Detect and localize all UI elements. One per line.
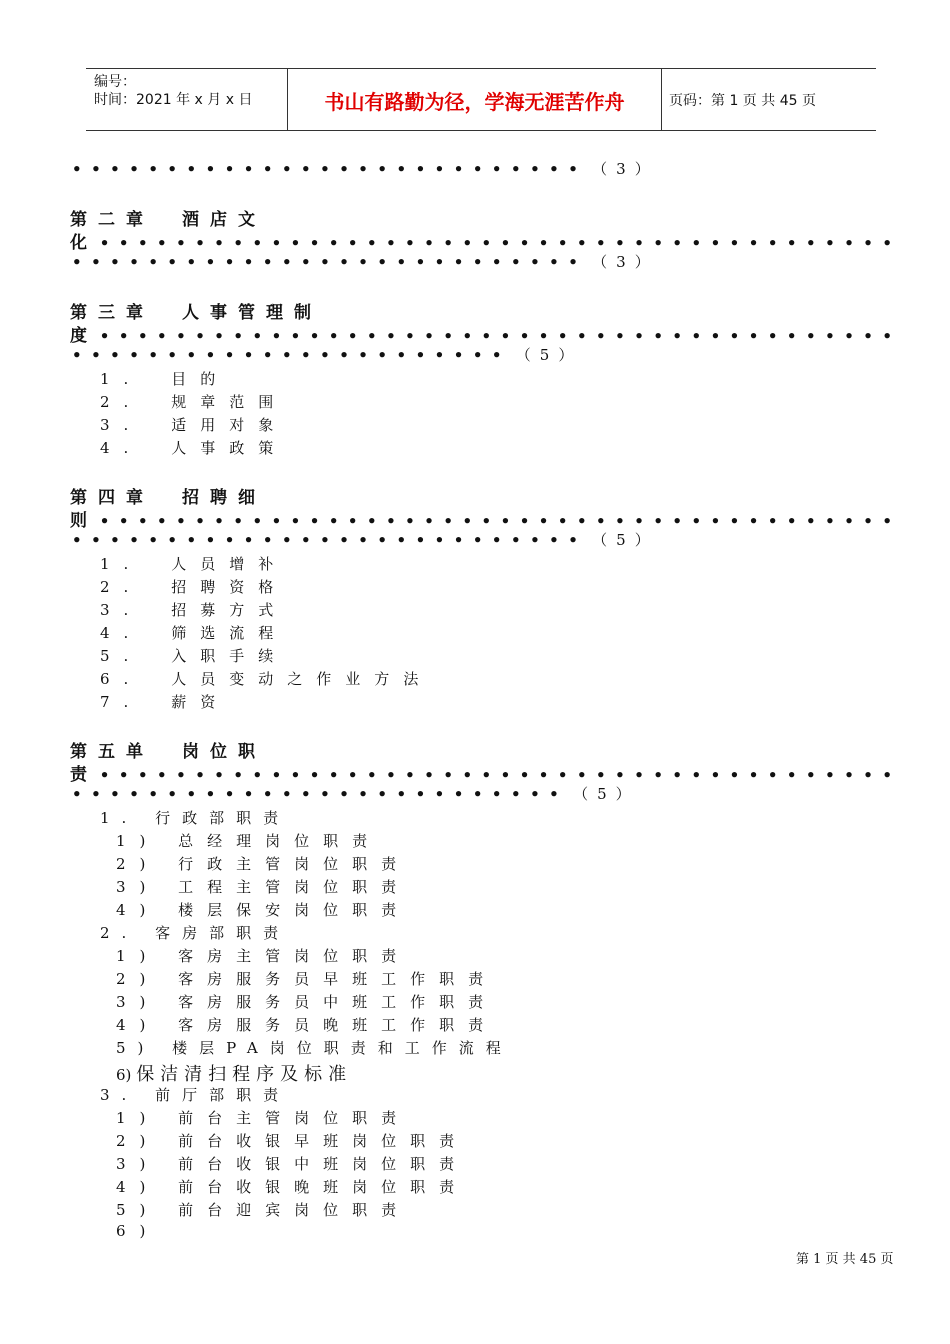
chapter-3-leader-2: ••••••••••••••••••••••• （5） [72,346,583,364]
chapter-2-title: 第二章 酒店文 [70,210,266,230]
chapter-2-title-tail: 化 [70,233,87,253]
chapter-3-title: 第三章 人事管理制 [70,303,322,323]
list-item: 5) 前台迎宾岗位职责 [116,1201,411,1219]
list-item: 2) 行政主管岗位职责 [116,855,411,873]
chapter-5-page: （5） [573,785,640,803]
list-item [116,1060,352,1086]
toc-page-number: （3） [592,160,659,178]
list-item: 1. 人员增补 [100,555,288,573]
list-item: 5. 入职手续 [100,647,288,665]
list-item: 2) 前台收银早班岗位职责 [116,1132,469,1150]
chapter-2-leader: 化 •••••••••••••••••••••••••••••••••••••••••• [70,233,902,253]
toc-leader-line: ••••••••••••••••••••••••••• （3） [72,160,659,178]
list-item: 2. 招聘资格 [100,578,288,596]
list-item: 3) 前台收银中班岗位职责 [116,1155,469,1173]
chapter-5-leader: 责 •••••••••••••••••••••••••••••••••••••••••• [70,765,902,785]
list-item-number: 6) [116,1066,132,1084]
number-label: 编号： [94,74,136,90]
list-item-text: 保洁清扫程序及标准 [136,1064,353,1085]
list-item: 1. 目的 [100,370,230,388]
list-item: 4) 客房服务员晚班工作职责 [116,1016,498,1034]
chapter-2-page: （3） [592,253,659,271]
chapter-5-title: 第五单 岗位职 [70,742,266,762]
chapter-4-leader: 则 •••••••••••••••••••••••••••••••••••••••••• [70,511,902,531]
list-item: 6) [116,1222,160,1240]
section-label: 3. 前厅部职责 [100,1086,291,1104]
list-item: 1) 总经理岗位职责 [116,832,382,850]
header-motto-cell [287,69,662,130]
list-item: 4. 筛选流程 [100,624,288,642]
chapter-3-page: （5） [515,346,583,364]
chapter-4-page: （5） [592,531,659,549]
chapter-5-title-tail: 责 [70,765,87,785]
list-item: 3. 适用对象 [100,416,288,434]
list-item: 5) 楼层PA岗位职责和工作流程 [116,1039,513,1057]
chapter-3-title-tail: 度 [70,326,87,346]
list-item: 3) 工程主管岗位职责 [116,878,411,896]
chapter-2-leader-2: ••••••••••••••••••••••••••• （3） [72,253,659,271]
list-item: 6. 人员变动之作业方法 [100,670,433,688]
chapter-4-title-tail: 则 [70,511,87,531]
list-item: 4) 前台收银晚班岗位职责 [116,1178,469,1196]
chapter-4-leader-2: ••••••••••••••••••••••••••• （5） [72,531,659,549]
list-item: 3) 客房服务员中班工作职责 [116,993,498,1011]
list-item: 1) 前台主管岗位职责 [116,1109,411,1127]
header-meta-cell [86,69,286,130]
list-item: 2. 规章范围 [100,393,288,411]
list-item: 4. 人事政策 [100,439,288,457]
list-item: 1) 客房主管岗位职责 [116,947,411,965]
time-label: 时间：2021 年 x 月 x 日 [94,92,253,108]
list-item: 7. 薪资 [100,693,230,711]
section-label: 1. 行政部职责 [100,809,291,827]
chapter-4-title: 第四章 招聘细 [70,488,266,508]
chapter-5-leader-2: •••••••••••••••••••••••••• （5） [72,785,640,803]
list-item: 3. 招募方式 [100,601,288,619]
section-label: 2. 客房部职责 [100,924,291,942]
header-page-cell [661,69,876,130]
header-page-info: 页码：第 1 页 共 45 页 [669,93,816,109]
list-item: 4) 楼层保安岗位职责 [116,901,411,919]
footer-page-info: 第 1 页 共 45 页 [796,1252,894,1267]
chapter-3-leader: 度 •••••••••••••••••••••••••••••••••••••••••• [70,326,902,346]
list-item: 2) 客房服务员早班工作职责 [116,970,498,988]
header-table [86,68,876,131]
motto: 书山有路勤为径，学海无涯苦作舟 [324,90,625,114]
